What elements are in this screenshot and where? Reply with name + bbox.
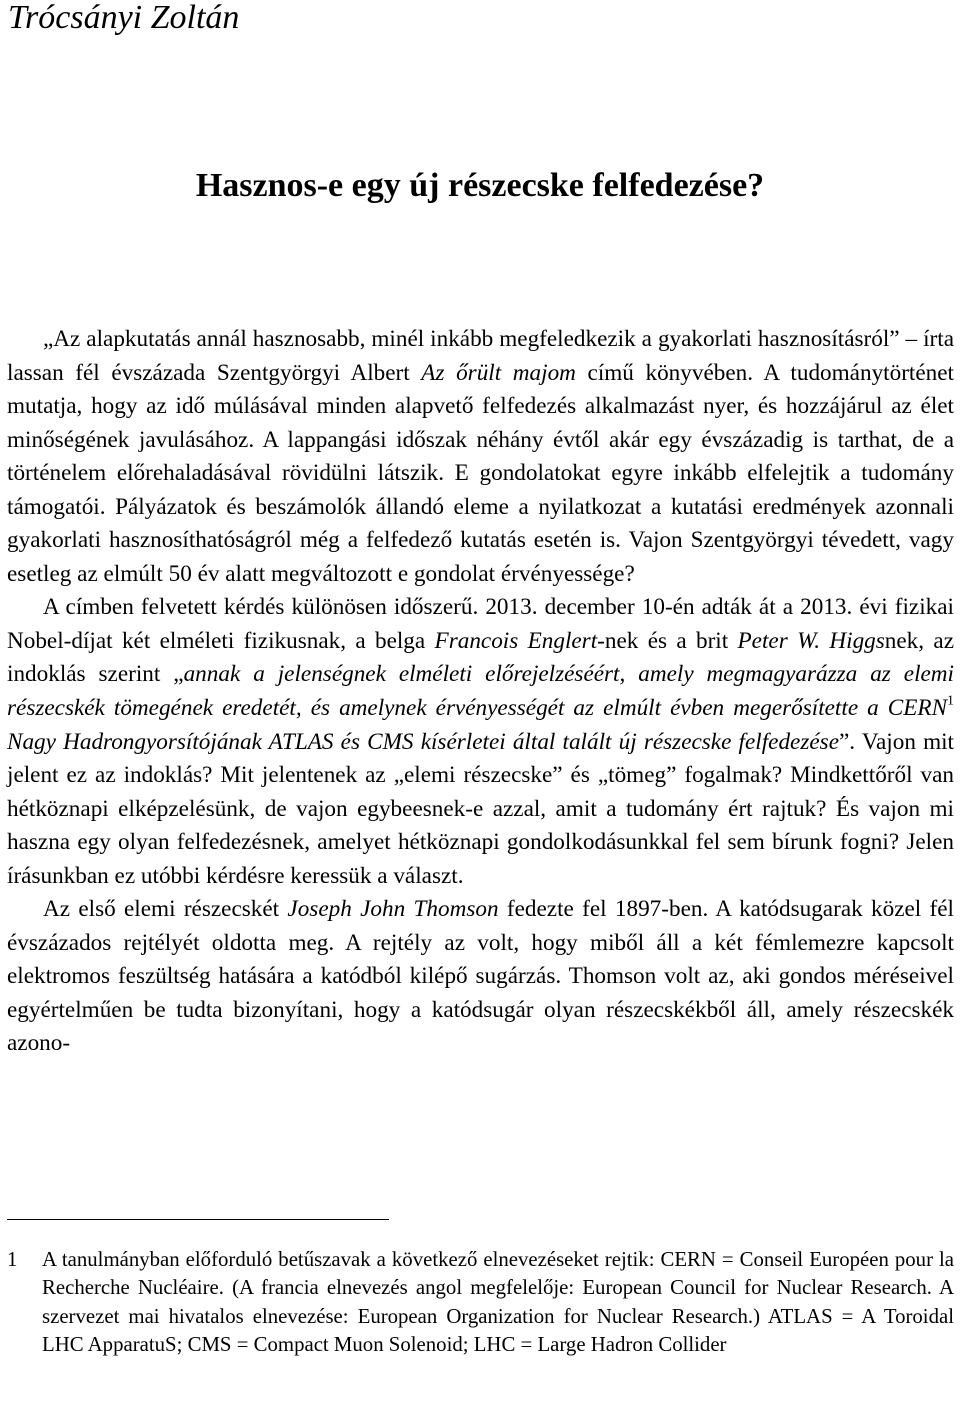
paragraph-text: „Az alapkutatás annál hasznosabb, minél inkább megfeledkezik a gyakorlati hasznosításról” – írta lassan fél évszázada Szentgyörgyi Albert <box>7 326 954 386</box>
nobel-citation: annak a jelenségnek elméleti előrejelzéséért, amely megmagyarázza az elemi részecskék tömegének eredetét, és amelynek érvényességét az elmúlt évben megerősítette a CERN <box>7 661 954 722</box>
person-name: Francois Englert <box>434 627 598 654</box>
footnote-text: A tanulmányban előforduló betűszavak a következő elnevezéseket rejtik: CERN = Conseil Européen pour la Recherche Nucléaire. (A francia elnevezés angol megfelelője: European Council for Nuclear Research. A szervezet mai hivatalos elnevezése: European Organization for Nuclear Research.) ATLAS = A Toroidal LHC ApparatuS; CMS = Compact Muon Solenoid; LHC = Large Hadron Collider <box>42 1248 954 1356</box>
book-title: Az őrült majom <box>421 359 576 386</box>
paragraph-text: Az első elemi részecskét <box>43 896 288 923</box>
footnote <box>7 1246 954 1359</box>
paragraph-text: A címben felvetett kérdés különösen időszerű. 2013. december 10-én adták át a 2013. évi fizikai Nobel-díjat két elméleti fizikusnak, a belga <box>7 594 954 654</box>
paragraph-text: -nek és a brit <box>597 627 738 654</box>
paragraph-text: fedezte fel 1897-ben. A katódsugarak közel fél évszázados rejtélyét oldotta meg. A rejtély az volt, hogy miből áll a két fémlemezre kapcsolt elektromos feszültség hatására a katódból kilépő sugárzás. Thomson volt az, aki gondos méréseivel egyértelműen be tudta bizonyítani, hogy a katódsugár olyan részecskékből áll, amely részecskék azono- <box>7 896 954 1057</box>
paragraph-text: ”. Vajon mit jelent ez az indoklás? Mit jelentenek az „elemi részecske” és „tömeg” fogalmak? Mindkettőről van hétköznapi elképzelésünk, de vajon egybeesnek-e azzal, amit a tudomány ért rajtuk? És vajon mi haszna egy olyan felfedezésnek, amelyet hétköznapi gondolkodásunkkal fel sem bírunk fogni? Jelen írásunkban ez utóbbi kérdésre keressük a választ. <box>7 728 954 889</box>
paragraph-intro <box>7 323 954 591</box>
paragraph-thomson <box>7 893 954 1061</box>
article-title: Hasznos-e egy új részecske felfedezése? <box>195 167 765 204</box>
paragraph-text: című könyvében. A tudománytörténet mutatja, hogy az idő múlásával minden alapvető felfedezés alkalmazást nyer, és hozzájárul az élet minőségének javulásához. A lappangási időszak néhány évtől akár egy évszázadig is tarthat, de a történelem előrehaladásával rövidülni látszik. E gondolatokat egyre inkább elfelejtik a tudomány támogatói. Pályázatok és beszámolók állandó eleme a nyilatkozat a kutatási eredmények azonnali gyakorlati hasznosíthatóságról még a felfedező kutatás esetén is. Vajon Szentgyörgyi tévedett, vagy esetleg az elmúlt 50 év alatt megváltozott e gondolat érvényessége? <box>7 359 954 587</box>
author-name: Trócsányi Zoltán <box>8 0 240 36</box>
footnote-number: 1 <box>7 1248 18 1271</box>
article-body <box>7 323 954 1061</box>
person-name: Joseph John Thomson <box>287 896 499 923</box>
footnote-marker: 1 <box>947 693 954 709</box>
nobel-citation: Nagy Hadrongyorsítójának ATLAS és CMS kísérletei által talált új részecske felfedezése <box>7 728 839 755</box>
person-name: Peter W. Higgs <box>737 627 885 654</box>
footnote-divider <box>7 1219 389 1220</box>
paragraph-nobel <box>7 591 954 893</box>
paragraph-text: nek, az indoklás szerint „ <box>7 627 954 688</box>
